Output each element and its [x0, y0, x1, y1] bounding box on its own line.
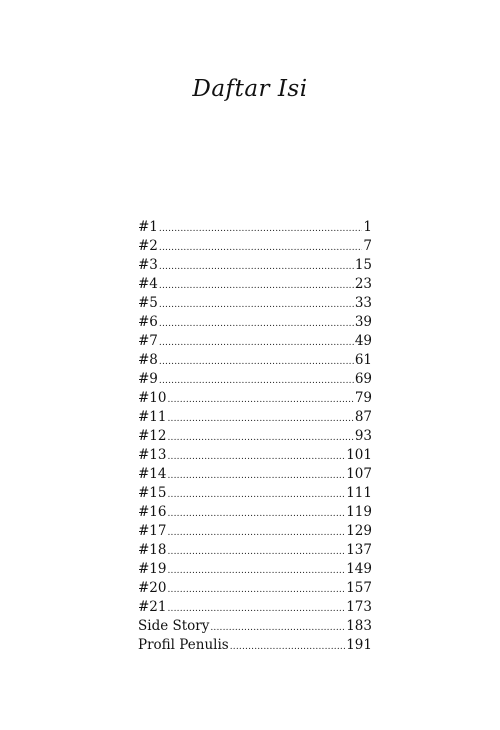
toc-entry-label: #1: [138, 219, 158, 235]
toc-entry[interactable]: [138, 579, 372, 598]
toc-entry[interactable]: [138, 389, 372, 408]
toc-entry-label: #7: [138, 333, 158, 349]
toc-entry-label: #10: [138, 390, 167, 406]
dot-leader: [168, 429, 354, 448]
toc-entry-page: 69: [354, 371, 372, 387]
toc-entry-page: 157: [346, 580, 372, 596]
dot-leader: [168, 391, 354, 410]
dot-leader: [168, 581, 346, 600]
dot-leader: [159, 296, 354, 315]
toc-entry[interactable]: [138, 294, 372, 313]
toc-entry-label: #18: [138, 542, 167, 558]
toc-entry-page: 173: [346, 599, 372, 615]
toc-entry-page: 87: [354, 409, 372, 425]
toc-entry-label: #11: [138, 409, 167, 425]
toc-entry[interactable]: [138, 522, 372, 541]
dot-leader: [168, 505, 346, 524]
toc-entry-page: 7: [363, 238, 372, 254]
toc-entry-page: 183: [346, 618, 372, 634]
toc-entry[interactable]: [138, 617, 372, 636]
toc-entry-page: 23: [354, 276, 372, 292]
toc-entry-label: #14: [138, 466, 167, 482]
toc-entry[interactable]: [138, 275, 372, 294]
dot-leader: [159, 372, 354, 391]
dot-leader: [159, 334, 354, 353]
dot-leader: [159, 239, 363, 258]
toc-entry-label: #19: [138, 561, 167, 577]
toc-entry-label: #5: [138, 295, 158, 311]
toc-entry[interactable]: [138, 237, 372, 256]
toc-entry-label: Side Story: [138, 618, 210, 634]
dot-leader: [230, 638, 346, 657]
toc-entry-label: #3: [138, 257, 158, 273]
dot-leader: [210, 619, 345, 638]
toc-entry-page: 49: [354, 333, 372, 349]
toc-entry[interactable]: [138, 636, 372, 655]
toc-entry-label: #12: [138, 428, 167, 444]
dot-leader: [168, 486, 346, 505]
toc-entry-label: #4: [138, 276, 158, 292]
toc-entry[interactable]: [138, 503, 372, 522]
toc-entry[interactable]: [138, 541, 372, 560]
toc-entry[interactable]: [138, 218, 372, 237]
toc-entry-page: 111: [346, 485, 372, 501]
toc-entry[interactable]: [138, 332, 372, 351]
dot-leader: [159, 315, 354, 334]
table-of-contents: [138, 218, 372, 655]
toc-entry-page: 39: [354, 314, 372, 330]
toc-entry-page: 101: [346, 447, 372, 463]
toc-entry-page: 107: [346, 466, 372, 482]
toc-entry-page: 79: [354, 390, 372, 406]
dot-leader: [159, 277, 354, 296]
toc-entry-page: 119: [346, 504, 372, 520]
toc-entry-page: 149: [346, 561, 372, 577]
toc-entry-page: 15: [354, 257, 372, 273]
dot-leader: [168, 467, 346, 486]
toc-entry-label: #17: [138, 523, 167, 539]
toc-entry[interactable]: [138, 408, 372, 427]
toc-entry[interactable]: [138, 484, 372, 503]
toc-entry[interactable]: [138, 351, 372, 370]
toc-entry-page: 33: [354, 295, 372, 311]
dot-leader: [168, 448, 346, 467]
dot-leader: [159, 258, 354, 277]
page-title: Daftar Isi: [192, 76, 308, 102]
toc-entry[interactable]: [138, 370, 372, 389]
toc-entry-label: Profil Penulis: [138, 637, 229, 653]
toc-entry[interactable]: [138, 313, 372, 332]
toc-entry-page: 137: [346, 542, 372, 558]
toc-entry-label: #16: [138, 504, 167, 520]
dot-leader: [168, 543, 346, 562]
toc-entry-label: #21: [138, 599, 167, 615]
toc-entry-page: 191: [346, 637, 372, 653]
toc-entry-label: #6: [138, 314, 158, 330]
toc-entry-label: #8: [138, 352, 158, 368]
toc-entry-label: #2: [138, 238, 158, 254]
toc-entry[interactable]: [138, 427, 372, 446]
dot-leader: [168, 524, 346, 543]
toc-entry[interactable]: [138, 465, 372, 484]
toc-entry-page: 1: [363, 219, 372, 235]
toc-entry-page: 93: [354, 428, 372, 444]
dot-leader: [159, 353, 354, 372]
dot-leader: [159, 220, 363, 239]
toc-entry[interactable]: [138, 446, 372, 465]
toc-entry[interactable]: [138, 256, 372, 275]
dot-leader: [168, 562, 346, 581]
toc-entry[interactable]: [138, 598, 372, 617]
toc-entry[interactable]: [138, 560, 372, 579]
toc-entry-page: 129: [346, 523, 372, 539]
toc-entry-label: #9: [138, 371, 158, 387]
toc-entry-label: #13: [138, 447, 167, 463]
toc-entry-label: #20: [138, 580, 167, 596]
toc-entry-page: 61: [354, 352, 372, 368]
dot-leader: [168, 410, 354, 429]
toc-entry-label: #15: [138, 485, 167, 501]
